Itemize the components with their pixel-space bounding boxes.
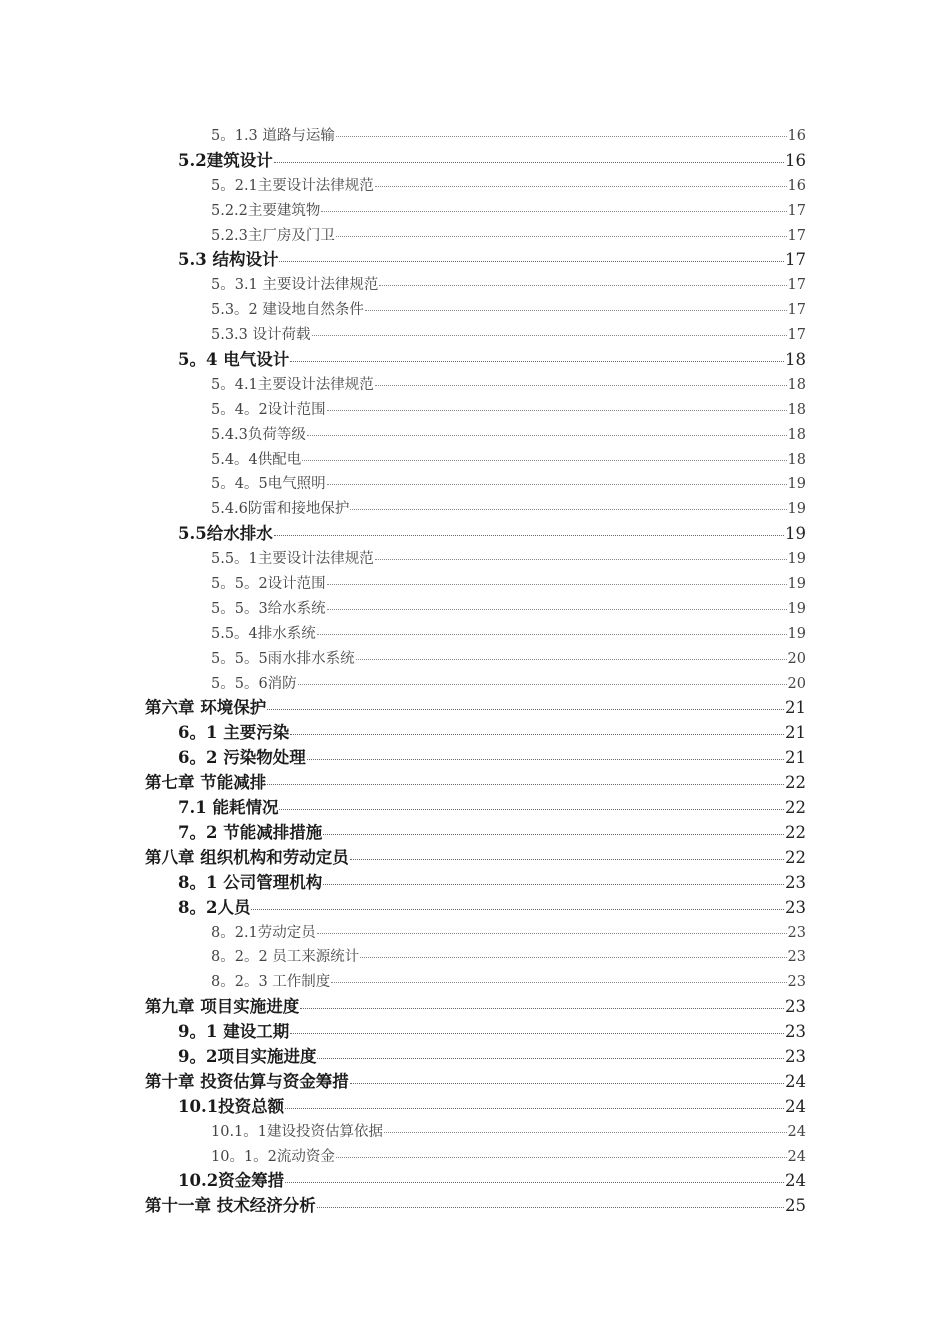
toc-entry[interactable] bbox=[145, 547, 806, 572]
toc-entry[interactable] bbox=[145, 846, 806, 871]
toc-page-number: 22 bbox=[785, 798, 806, 818]
toc-entry[interactable] bbox=[145, 1120, 806, 1145]
toc-entry[interactable] bbox=[145, 273, 806, 298]
toc-dot-leader bbox=[285, 1108, 784, 1109]
toc-dot-leader bbox=[323, 834, 784, 835]
toc-entry-title: 5.5给水排水 bbox=[178, 524, 273, 544]
toc-entry[interactable] bbox=[145, 696, 806, 721]
toc-entry-title: 5.5。1主要设计法律规范 bbox=[211, 551, 374, 568]
toc-entry[interactable] bbox=[145, 1194, 806, 1219]
toc-dot-leader bbox=[307, 435, 787, 436]
toc-entry-title: 8。2人员 bbox=[178, 897, 251, 917]
toc-entry[interactable] bbox=[145, 796, 806, 821]
toc-dot-leader bbox=[300, 1008, 784, 1009]
toc-entry-title: 第九章 项目实施进度 bbox=[145, 997, 300, 1017]
toc-entry[interactable] bbox=[145, 348, 806, 373]
toc-dot-leader bbox=[285, 1182, 784, 1183]
toc-entry[interactable] bbox=[145, 970, 806, 995]
toc-entry-title: 10。1。2流动资金 bbox=[211, 1148, 335, 1165]
toc-page-number: 18 bbox=[787, 376, 806, 393]
toc-page-number: 16 bbox=[787, 128, 806, 144]
toc-dot-leader bbox=[379, 285, 786, 286]
toc-dot-leader bbox=[302, 460, 786, 461]
toc-entry[interactable] bbox=[145, 199, 806, 224]
toc-page-number: 22 bbox=[785, 773, 806, 793]
toc-page-number: 19 bbox=[787, 476, 806, 493]
toc-entry[interactable] bbox=[145, 423, 806, 448]
toc-page-number: 24 bbox=[785, 1171, 806, 1191]
toc-dot-leader bbox=[360, 957, 786, 958]
toc-entry-title: 5.4.3负荷等级 bbox=[211, 426, 306, 443]
toc-entry-title: 第六章 环境保护 bbox=[145, 698, 267, 718]
toc-entry-title: 6。2 污染物处理 bbox=[178, 748, 306, 768]
toc-dot-leader bbox=[327, 484, 787, 485]
toc-entry[interactable] bbox=[145, 746, 806, 771]
toc-entry[interactable] bbox=[145, 672, 806, 697]
toc-page-number: 23 bbox=[785, 897, 806, 917]
toc-entry-title: 5.3。2 建设地自然条件 bbox=[211, 302, 364, 319]
toc-entry-title: 5.3.3 设计荷载 bbox=[211, 327, 311, 344]
toc-entry-title: 8。1 公司管理机构 bbox=[178, 872, 323, 892]
toc-dot-leader bbox=[279, 261, 784, 262]
toc-page-number: 20 bbox=[787, 675, 806, 692]
toc-entry-title: 7。2 节能减排措施 bbox=[178, 822, 323, 842]
toc-dot-leader bbox=[350, 859, 784, 860]
toc-entry[interactable] bbox=[145, 1020, 806, 1045]
toc-dot-leader bbox=[336, 1157, 787, 1158]
toc-entry[interactable] bbox=[145, 149, 806, 174]
toc-entry[interactable] bbox=[145, 1045, 806, 1070]
toc-dot-leader bbox=[331, 982, 786, 983]
toc-page-number: 25 bbox=[785, 1196, 806, 1216]
toc-dot-leader bbox=[290, 734, 784, 735]
toc-dot-leader bbox=[312, 335, 787, 336]
toc-page-number: 16 bbox=[785, 150, 806, 170]
toc-dot-leader bbox=[317, 1207, 784, 1208]
toc-dot-leader bbox=[327, 410, 787, 411]
toc-page-number: 23 bbox=[787, 924, 806, 941]
toc-entry[interactable] bbox=[145, 921, 806, 946]
toc-entry-title: 7.1 能耗情况 bbox=[178, 798, 279, 818]
toc-entry[interactable] bbox=[145, 124, 806, 149]
toc-dot-leader bbox=[375, 385, 787, 386]
toc-entry-title: 5.3 结构设计 bbox=[178, 250, 279, 270]
toc-entry-title: 5。5。6消防 bbox=[211, 675, 297, 692]
toc-page-number: 18 bbox=[787, 451, 806, 468]
toc-page-number: 19 bbox=[787, 551, 806, 568]
toc-dot-leader bbox=[375, 186, 787, 187]
toc-page-number: 17 bbox=[785, 250, 806, 270]
toc-entry-title: 5。2.1主要设计法律规范 bbox=[211, 177, 374, 194]
toc-entry-title: 10.2资金筹措 bbox=[178, 1171, 285, 1191]
toc-page-number: 21 bbox=[785, 723, 806, 743]
toc-page-number: 21 bbox=[785, 748, 806, 768]
toc-entry-title: 5.4。4供配电 bbox=[211, 451, 302, 468]
toc-dot-leader bbox=[327, 584, 787, 585]
toc-page-number: 21 bbox=[785, 698, 806, 718]
toc-entry-title: 6。1 主要污染 bbox=[178, 723, 290, 743]
toc-page-number: 17 bbox=[787, 302, 806, 319]
toc-entry[interactable] bbox=[145, 647, 806, 672]
toc-entry-title: 5.2.3主厂房及门卫 bbox=[211, 227, 335, 244]
toc-entry[interactable] bbox=[145, 174, 806, 199]
toc-dot-leader bbox=[251, 909, 784, 910]
toc-dot-leader bbox=[290, 361, 784, 362]
toc-dot-leader bbox=[274, 535, 784, 536]
toc-dot-leader bbox=[327, 609, 787, 610]
toc-dot-leader bbox=[317, 634, 787, 635]
toc-dot-leader bbox=[290, 1033, 784, 1034]
toc-entry-title: 第七章 节能减排 bbox=[145, 773, 267, 793]
toc-entry[interactable] bbox=[145, 298, 806, 323]
toc-page-number: 24 bbox=[787, 1123, 806, 1140]
toc-entry-title: 10.1。1建设投资估算依据 bbox=[211, 1123, 384, 1140]
toc-entry-title: 8。2。2 员工来源统计 bbox=[211, 949, 360, 966]
toc-entry[interactable] bbox=[145, 771, 806, 796]
toc-page-number: 17 bbox=[787, 227, 806, 244]
toc-dot-leader bbox=[350, 509, 786, 510]
toc-entry[interactable] bbox=[145, 398, 806, 423]
toc-entry[interactable] bbox=[145, 472, 806, 497]
toc-entry-title: 9。2项目实施进度 bbox=[178, 1046, 317, 1066]
toc-page-number: 19 bbox=[787, 625, 806, 642]
toc-entry[interactable] bbox=[145, 522, 806, 547]
toc-page-number: 18 bbox=[785, 350, 806, 370]
toc-entry[interactable] bbox=[145, 597, 806, 622]
toc-entry[interactable] bbox=[145, 1070, 806, 1095]
toc-entry-title: 5。3.1 主要设计法律规范 bbox=[211, 277, 379, 294]
toc-page-number: 20 bbox=[787, 650, 806, 667]
toc-entry-title: 5。5。3给水系统 bbox=[211, 600, 326, 617]
toc-entry-title: 5。1.3 道路与运输 bbox=[211, 128, 335, 144]
table-of-contents bbox=[145, 124, 806, 1219]
toc-page-number: 19 bbox=[785, 524, 806, 544]
toc-dot-leader bbox=[298, 684, 787, 685]
toc-entry-title: 5.5。4排水系统 bbox=[211, 625, 316, 642]
toc-entry[interactable] bbox=[145, 497, 806, 522]
toc-entry-title: 5。4.1主要设计法律规范 bbox=[211, 376, 374, 393]
toc-entry[interactable] bbox=[145, 1169, 806, 1194]
toc-dot-leader bbox=[356, 659, 787, 660]
toc-entry-title: 5.2建筑设计 bbox=[178, 150, 273, 170]
toc-entry[interactable] bbox=[145, 871, 806, 896]
toc-entry-title: 5。4。5电气照明 bbox=[211, 476, 326, 493]
toc-page-number: 17 bbox=[787, 202, 806, 219]
toc-dot-leader bbox=[336, 236, 787, 237]
toc-page-number: 19 bbox=[787, 501, 806, 518]
toc-dot-leader bbox=[365, 310, 787, 311]
toc-entry-title: 8。2.1劳动定员 bbox=[211, 924, 316, 941]
toc-page-number: 23 bbox=[787, 974, 806, 991]
toc-page-number: 18 bbox=[787, 401, 806, 418]
toc-entry[interactable] bbox=[145, 323, 806, 348]
toc-page-number: 18 bbox=[787, 426, 806, 443]
toc-entry[interactable] bbox=[145, 572, 806, 597]
toc-entry[interactable] bbox=[145, 224, 806, 249]
toc-entry[interactable] bbox=[145, 945, 806, 970]
toc-entry[interactable] bbox=[145, 448, 806, 473]
toc-entry[interactable] bbox=[145, 896, 806, 921]
toc-entry-title: 5。4。2设计范围 bbox=[211, 401, 326, 418]
toc-entry-title: 第八章 组织机构和劳动定员 bbox=[145, 847, 349, 867]
toc-page-number: 24 bbox=[785, 1071, 806, 1091]
toc-page-number: 23 bbox=[785, 997, 806, 1017]
toc-entry[interactable] bbox=[145, 248, 806, 273]
toc-dot-leader bbox=[267, 709, 784, 710]
toc-entry-title: 5。5。5雨水排水系统 bbox=[211, 650, 355, 667]
toc-entry[interactable] bbox=[145, 373, 806, 398]
toc-page-number: 23 bbox=[785, 1046, 806, 1066]
toc-dot-leader bbox=[279, 809, 784, 810]
toc-dot-leader bbox=[267, 784, 784, 785]
toc-entry-title: 5。4 电气设计 bbox=[178, 350, 290, 370]
toc-dot-leader bbox=[317, 933, 787, 934]
toc-entry-title: 8。2。3 工作制度 bbox=[211, 974, 331, 991]
toc-page-number: 22 bbox=[785, 822, 806, 842]
toc-dot-leader bbox=[321, 211, 786, 212]
toc-entry-title: 10.1投资总额 bbox=[178, 1096, 285, 1116]
toc-dot-leader bbox=[317, 1058, 784, 1059]
toc-dot-leader bbox=[384, 1132, 787, 1133]
toc-page-number: 24 bbox=[785, 1096, 806, 1116]
toc-dot-leader bbox=[350, 1083, 784, 1084]
toc-dot-leader bbox=[274, 162, 784, 163]
toc-page-number: 16 bbox=[787, 177, 806, 194]
toc-dot-leader bbox=[375, 559, 787, 560]
toc-page-number: 24 bbox=[787, 1148, 806, 1165]
toc-page-number: 19 bbox=[787, 576, 806, 593]
toc-entry[interactable] bbox=[145, 995, 806, 1020]
toc-entry[interactable] bbox=[145, 821, 806, 846]
toc-entry-title: 第十一章 技术经济分析 bbox=[145, 1196, 316, 1216]
toc-page-number: 22 bbox=[785, 847, 806, 867]
toc-entry[interactable] bbox=[145, 721, 806, 746]
toc-page-number: 19 bbox=[787, 600, 806, 617]
toc-entry[interactable] bbox=[145, 1095, 806, 1120]
toc-dot-leader bbox=[336, 136, 787, 137]
toc-page-number: 23 bbox=[787, 949, 806, 966]
toc-page-number: 23 bbox=[785, 1022, 806, 1042]
toc-page-number: 17 bbox=[787, 277, 806, 294]
toc-entry-title: 5.4.6防雷和接地保护 bbox=[211, 501, 350, 518]
toc-entry[interactable] bbox=[145, 1145, 806, 1170]
toc-page-number: 23 bbox=[785, 872, 806, 892]
toc-dot-leader bbox=[307, 759, 784, 760]
toc-entry-title: 5。5。2设计范围 bbox=[211, 576, 326, 593]
toc-page-number: 17 bbox=[787, 327, 806, 344]
toc-entry-title: 5.2.2主要建筑物 bbox=[211, 202, 321, 219]
toc-entry-title: 9。1 建设工期 bbox=[178, 1022, 290, 1042]
toc-entry-title: 第十章 投资估算与资金筹措 bbox=[145, 1071, 349, 1091]
toc-dot-leader bbox=[323, 884, 784, 885]
toc-entry[interactable] bbox=[145, 622, 806, 647]
